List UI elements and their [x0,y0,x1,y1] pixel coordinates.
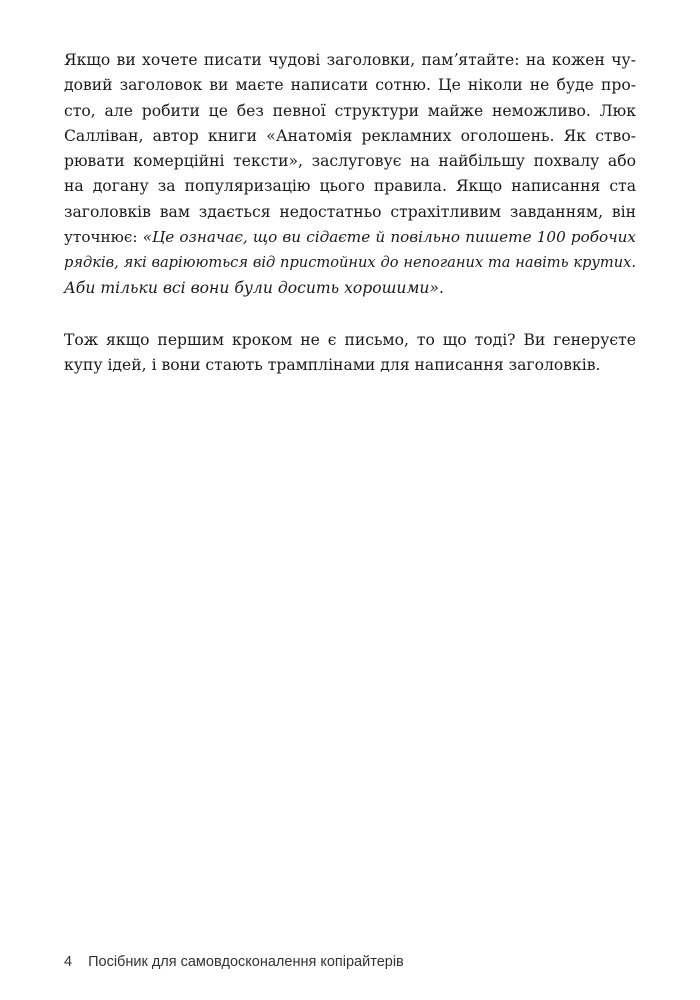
running-title: Посібник для самовдосконалення копірайтерів [88,954,404,970]
paragraph-2 [64,328,636,379]
text-line: купу ідей, і вони стають трамплінами для написання заголовків. [64,356,601,375]
text-line: довий заголовок ви маєте написати сотню. Це ніколи не буде про- [64,76,636,95]
text-line: рювати комерційні тексти», заслуговує на найбільшу похвалу або [64,152,636,171]
text-line-with-quote [64,225,636,250]
text-line: Салліван, автор книги «Анатомія рекламних оголошень. Як ство- [64,126,636,145]
page-number: 4 [64,954,73,970]
quote-line: рядків, які варіюються від пристойних до непоганих та навіть крутих. [64,254,636,272]
text-line: Тож якщо першим кроком не є письмо, то що тоді? Ви генеруєте [64,330,636,349]
text-line: Якщо ви хочете писати чудові заголовки, памʼятайте: на кожен чу- [64,51,636,69]
paragraph-1 [64,48,636,301]
body-text [64,48,636,379]
text-line: на догану за популяризацію цього правила. Якщо написання ста [64,177,636,196]
quote-text: «Це означає, що ви сідаєте й повільно пишете 100 робочих [142,228,636,247]
page-footer [64,954,404,970]
quote-lead: уточнює: [64,228,143,247]
quote-line: Аби тільки всі вони були досить хорошими». [64,278,444,297]
text-line: заголовків вам здається недостатньо страхітливим завданням, він [64,202,636,221]
text-line: сто, але робити це без певної структури майже неможливо. Люк [64,101,636,120]
